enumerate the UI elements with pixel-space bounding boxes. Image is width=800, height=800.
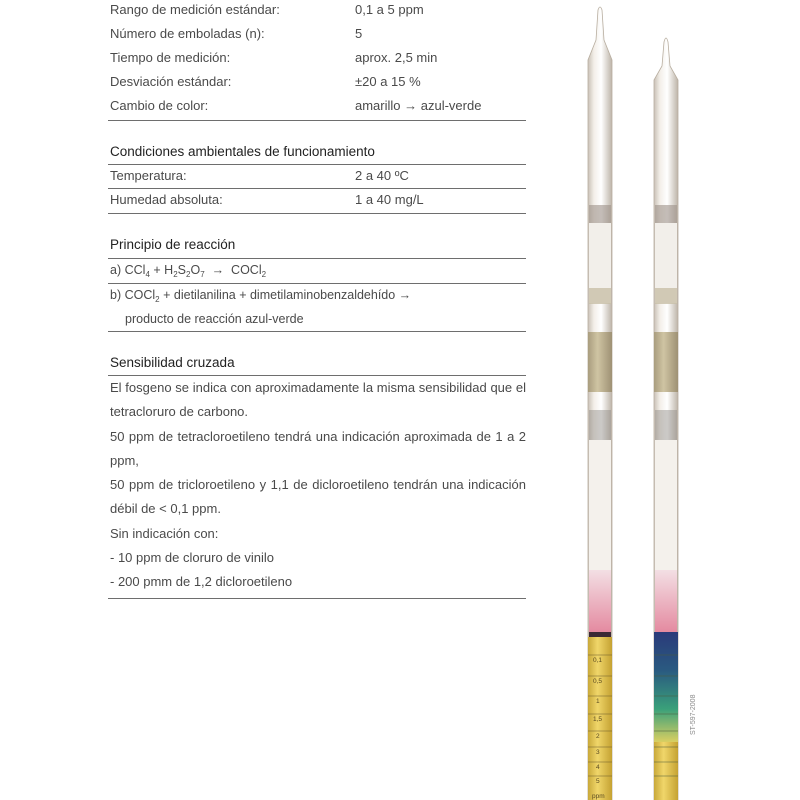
- condition-row-temperature: [110, 164, 526, 188]
- paragraph: - 200 pmm de 1,2 dicloroetileno: [110, 574, 293, 590]
- reaction-a: [110, 259, 526, 281]
- spec-row-color-change: [110, 94, 526, 118]
- reaction-a-prefix: a): [110, 263, 122, 277]
- paragraph: 50 ppm de tricloroetileno y 1,1 de dicloroetileno tendrán una indicación débil de < 0,1 ppm.: [110, 477, 526, 517]
- spec-label: Rango de medición estándar:: [110, 2, 280, 17]
- paragraph: Sin indicación con:: [110, 525, 219, 541]
- svg-text:ppm: ppm: [592, 793, 605, 800]
- spec-value: amarillo → azul-verde: [355, 98, 482, 113]
- image-code: ST-597-2008: [690, 694, 697, 735]
- spec-value: aprox. 2,5 min: [355, 50, 438, 65]
- svg-text:3: 3: [596, 749, 600, 756]
- spec-label: Cambio de color:: [110, 98, 209, 113]
- svg-text:4: 4: [596, 764, 600, 771]
- reaction-b-prefix: b): [110, 288, 122, 302]
- paragraph: El fosgeno se indica con aproximadamente la misma sensibilidad que el tetracloruro de carbono.: [110, 380, 526, 420]
- spec-row-strokes: [110, 22, 526, 46]
- spec-label: Desviación estándar:: [110, 74, 232, 89]
- paragraph: 50 ppm de tetracloroetileno tendrá una indicación aproximada de 1 a 2 ppm,: [110, 428, 526, 468]
- svg-text:0,1: 0,1: [593, 657, 603, 664]
- cross-sensitivity-heading: Sensibilidad cruzada: [110, 355, 235, 370]
- svg-text:0,5: 0,5: [593, 678, 603, 685]
- reaction-b-formula: COCl$_2$: [124, 288, 160, 304]
- spec-value: 0,1 a 5 ppm: [355, 2, 424, 17]
- spec-row-time: [110, 46, 526, 70]
- reaction-a-formula: $CCl_4 + H_2S_2O_7$: [124, 263, 205, 279]
- spec-label: Tiempo de medición:: [110, 50, 231, 65]
- svg-text:1: 1: [596, 698, 600, 705]
- detector-tubes-image: [560, 0, 800, 800]
- condition-row-humidity: [110, 188, 526, 212]
- divider: [108, 120, 526, 121]
- spec-row-range: [110, 0, 526, 22]
- conditions-heading: Condiciones ambientales de funcionamiento: [110, 144, 375, 159]
- cross-sensitivity-text: [110, 376, 526, 595]
- spec-value: 5: [355, 26, 363, 41]
- svg-text:5: 5: [596, 778, 600, 785]
- condition-value: 1 a 40 mg/L: [355, 192, 424, 207]
- condition-label: Humedad absoluta:: [110, 192, 223, 207]
- spec-label: Número de emboladas (n):: [110, 26, 265, 41]
- divider: [108, 213, 526, 214]
- detector-tube-right: [654, 38, 678, 800]
- divider: [108, 598, 526, 599]
- reaction-b-product: producto de reacción azul-verde: [125, 312, 304, 326]
- reaction-b: [110, 284, 526, 306]
- svg-text:1,5: 1,5: [593, 716, 603, 723]
- paragraph: - 10 ppm de cloruro de vinilo: [110, 550, 275, 566]
- reaction-heading: Principio de reacción: [110, 237, 236, 252]
- divider: [108, 331, 526, 332]
- detector-tube-left: [588, 7, 612, 800]
- arrow-icon: →: [211, 263, 225, 277]
- condition-value: 2 a 40 ºC: [355, 168, 409, 183]
- condition-label: Temperatura:: [110, 168, 187, 183]
- spec-value: ±20 a 15 %: [355, 74, 421, 89]
- reaction-a-product: COCl$_2$: [231, 263, 267, 279]
- spec-row-deviation: [110, 70, 526, 94]
- svg-text:2: 2: [596, 733, 600, 740]
- reaction-b-rest: + dietilanilina + dimetilaminobenzaldehído →: [163, 288, 412, 302]
